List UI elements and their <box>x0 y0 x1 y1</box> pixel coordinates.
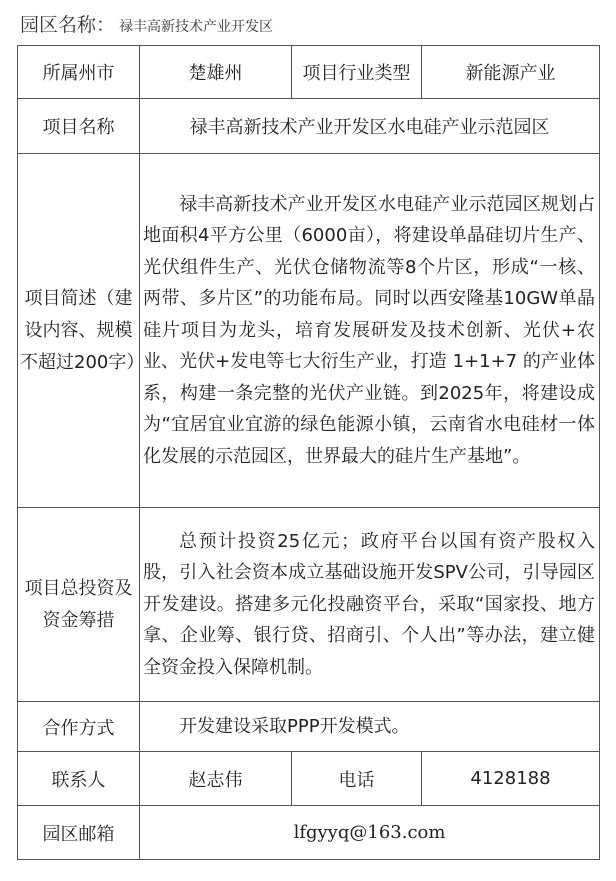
summary-label: 项目简述（建设内容、规模不超过200字） <box>18 154 140 508</box>
park-name-header <box>20 10 273 40</box>
email-value: lfgyyq@163.com <box>140 806 600 860</box>
table-row <box>18 99 600 154</box>
table-row <box>18 806 600 860</box>
project-name-label: 项目名称 <box>18 99 140 154</box>
project-info-table <box>17 45 600 860</box>
investment-cell <box>140 508 600 702</box>
cooperation-text: 开发建设采取PPP开发模式。 <box>179 715 410 737</box>
table-row <box>18 508 600 702</box>
email-label: 园区邮箱 <box>18 806 140 860</box>
investment-text: 总预计投资25亿元；政府平台以国有资产股权入股，引入社会资本成立基础设施开发SPV公司，引导园区开发建设。搭建多元化投融资平台，采取“国家投、地方拿、企业筹、银行贷、招商引、个人出”等办法，建立健全资金投入保障机制。 <box>143 530 595 678</box>
cooperation-cell <box>140 702 600 752</box>
industry-value: 新能源产业 <box>422 46 600 99</box>
park-name-value: 禄丰高新技术产业开发区 <box>119 19 274 35</box>
phone-value: 4128188 <box>422 752 600 806</box>
table-row <box>18 752 600 806</box>
summary-text: 禄丰高新技术产业开发区水电硅产业示范园区规划占地面积4平方公里（6000亩），将建设单晶硅切片生产、光伏组件生产、光伏仓储物流等8个片区，形成“一核、两带、多片区”的功能布局。同时以西安隆基10GW单晶硅片项目为龙头，培育发展研发及技术创新、光伏+农业、光伏+发电等七大衍生产业，打造 1+1+7 的产业体系，构建一条完整的光伏产业链。到2025年，将建设成为“宜居宜业宜游的绿色能源小镇，云南省水电硅材一体化发展的示范园区，世界最大的硅片生产基地”。 <box>143 193 595 467</box>
cooperation-label: 合作方式 <box>18 702 140 752</box>
summary-cell <box>140 154 600 508</box>
prefecture-label: 所属州市 <box>18 46 140 99</box>
investment-label: 项目总投资及资金筹措 <box>18 508 140 702</box>
industry-label: 项目行业类型 <box>292 46 422 99</box>
prefecture-value: 楚雄州 <box>140 46 292 99</box>
phone-label: 电话 <box>292 752 422 806</box>
table-row <box>18 702 600 752</box>
project-name-value: 禄丰高新技术产业开发区水电硅产业示范园区 <box>140 99 600 154</box>
table-row <box>18 46 600 99</box>
contact-value: 赵志伟 <box>140 752 292 806</box>
table-row <box>18 154 600 508</box>
contact-label: 联系人 <box>18 752 140 806</box>
park-name-label: 园区名称： <box>20 14 116 36</box>
